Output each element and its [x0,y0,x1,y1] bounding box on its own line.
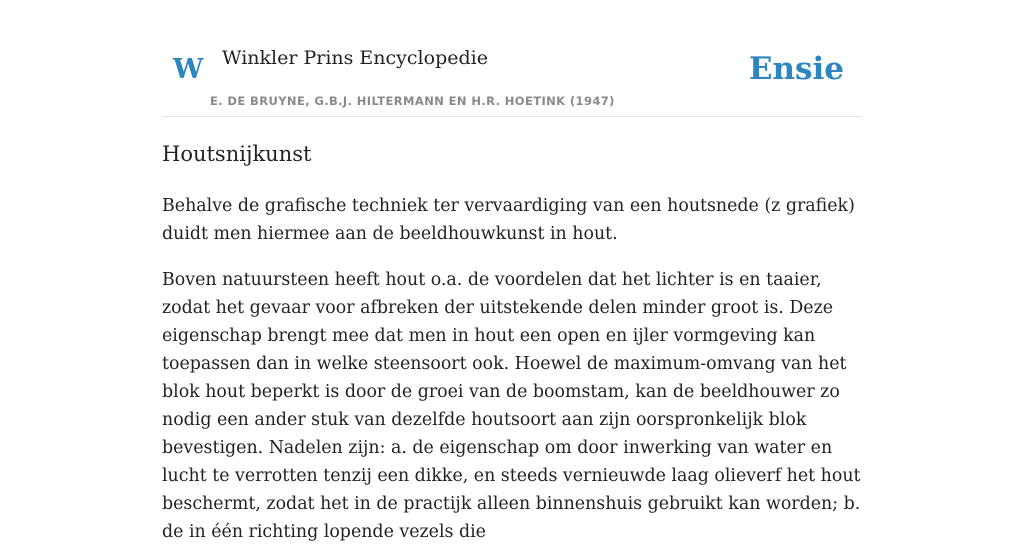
source-authors: E. DE BRUYNE, G.B.J. HILTERMANN EN H.R. HOETINK (1947) [210,94,615,108]
source-title[interactable]: Winkler Prins Encyclopedie [222,47,488,69]
article-paragraph: Boven natuursteen heeft hout o.a. de voordelen dat het lichter is en taaier, zodat het gevaar voor afbreken der uitstekende delen minder groot is. Deze eigenschap brengt mee dat men in hout een open en ijler vormgeving kan toepassen dan in welke steensoort ook. Hoewel de maximum-omvang van het blok hout beperkt is door de groei van de boomstam, kan de beeldhouwer zo nodig een ander stuk van dezelfde houtsoort aan zijn oorspronkelijk blok bevestigen. Nadelen zijn: a. de eigenschap om door inwerking van water en lucht te verrotten tenzij een dikke, en steeds vernieuwde laag olieverf het hout beschermt, zodat het in de practijk alleen binnenshuis gebruikt kan worden; b. de in één richting lopende vezels die [162,270,861,542]
source-header [162,0,862,117]
article [162,138,862,546]
article-title: Houtsnijkunst [162,142,312,166]
brand-logo[interactable]: Ensie [748,51,844,87]
article-paragraph: Behalve de grafische techniek ter vervaardiging van een houtsnede (z grafiek) duidt men hiermee aan de beeldhouwkunst in hout. [162,196,855,244]
source-logo-icon: W [173,54,204,85]
